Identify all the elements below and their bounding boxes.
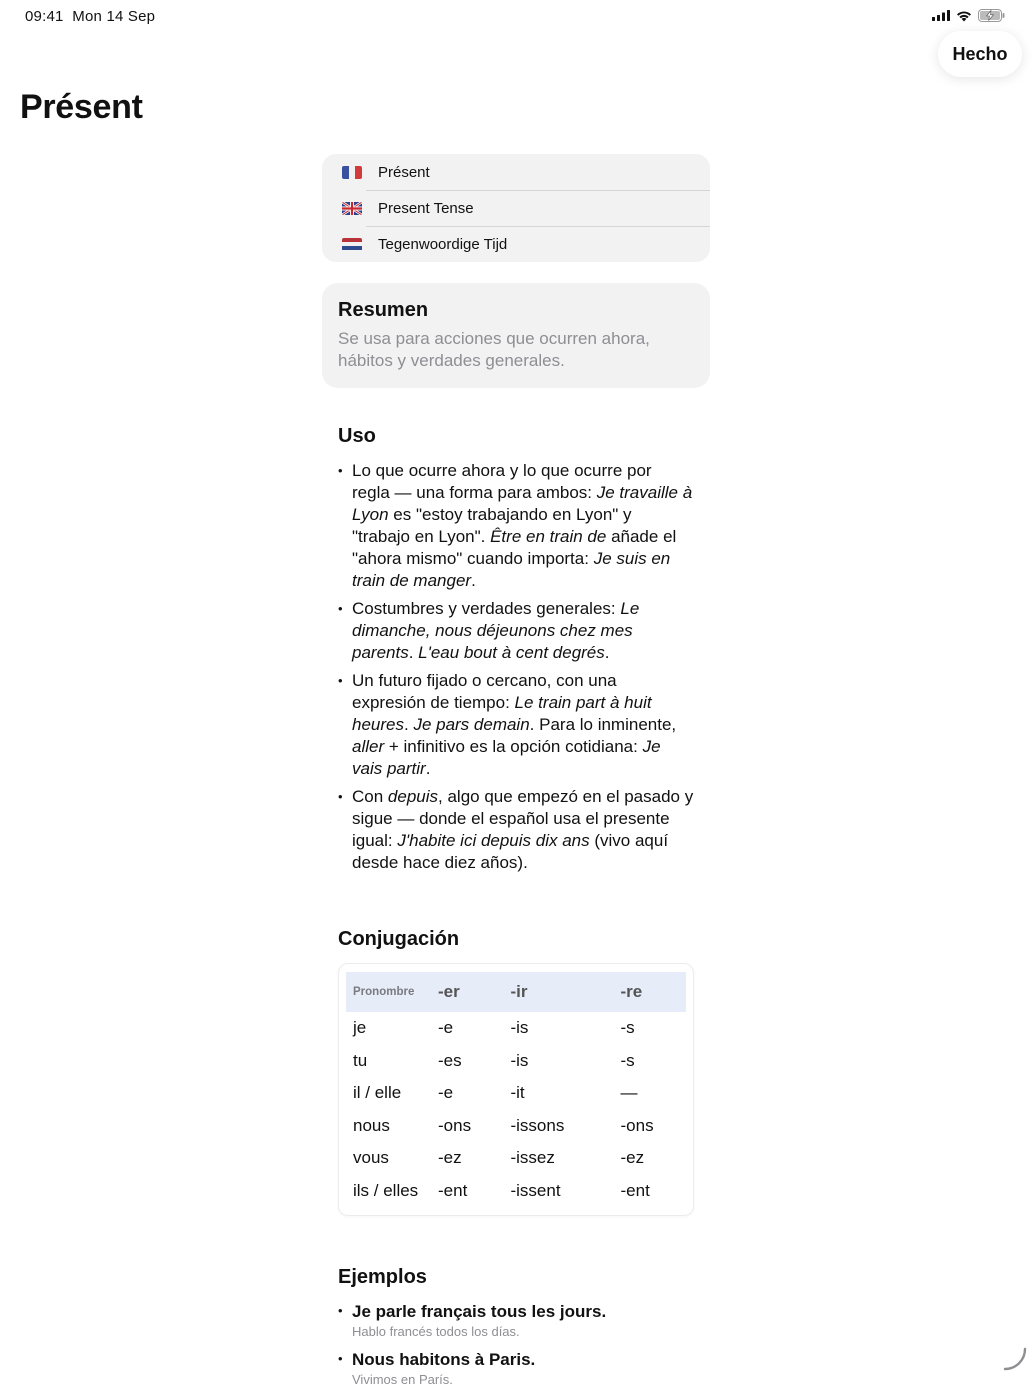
ending-cell: -issent xyxy=(510,1180,561,1200)
ending-cell: — xyxy=(620,1083,638,1103)
ending-cell: -issez xyxy=(510,1148,555,1168)
language-row-dutch[interactable] xyxy=(322,226,710,262)
language-label: Tegenwoordige Tijd xyxy=(378,235,508,253)
date: Mon 14 Sep xyxy=(72,8,156,25)
done-button[interactable]: Hecho xyxy=(938,31,1022,77)
language-label: Présent xyxy=(378,163,430,181)
resize-handle-icon[interactable] xyxy=(1002,1346,1028,1372)
example-french: • Je parle français tous les jours. xyxy=(352,1302,607,1321)
usage-text: . xyxy=(471,571,476,590)
pronoun-cell: je xyxy=(353,1018,367,1038)
pronoun-cell: tu xyxy=(353,1050,368,1070)
conjugation-section xyxy=(322,928,710,1216)
usage-text: + infinitivo es la opción cotidiana: xyxy=(384,737,643,756)
french-example-text: Être en train de xyxy=(490,527,607,546)
ending-cell: -ons xyxy=(620,1115,654,1135)
usage-text: Con xyxy=(352,787,388,806)
table-row xyxy=(346,1142,686,1175)
usage-section xyxy=(322,425,710,874)
ending-cell: -is xyxy=(510,1018,529,1038)
usage-item xyxy=(338,460,694,592)
wifi-icon xyxy=(956,10,972,22)
status-time xyxy=(25,8,155,25)
pronoun-cell: il / elle xyxy=(353,1083,402,1103)
language-list xyxy=(322,154,710,262)
french-example-text: Je pars demain xyxy=(413,715,530,734)
french-example-text: Je travaille à Lyon xyxy=(352,483,693,524)
usage-list xyxy=(338,460,694,874)
ending-cell: -it xyxy=(510,1083,525,1103)
summary-text: Se usa para acciones que ocurren ahora, hábitos y verdades generales. xyxy=(338,329,650,370)
example-translation: Hablo francés todos los días. xyxy=(352,1324,520,1339)
usage-item xyxy=(338,598,694,664)
usage-text: (vivo aquí desde hace diez años). xyxy=(352,831,669,872)
french-example-text: depuis xyxy=(387,787,439,806)
ending-cell: -s xyxy=(620,1050,635,1070)
usage-text: añade el "ahora mismo" cuando importa: xyxy=(352,527,677,568)
battery-charging-icon xyxy=(978,9,1006,22)
pronoun-cell: ils / elles xyxy=(353,1180,419,1200)
conjugation-table xyxy=(346,972,686,1207)
usage-text: Costumbres y verdades generales: xyxy=(352,599,621,618)
ending-cell: -is xyxy=(510,1050,529,1070)
usage-title: Uso xyxy=(338,425,376,447)
clock: 09:41 xyxy=(25,8,64,25)
table-row xyxy=(346,1077,686,1110)
table-header-row xyxy=(346,972,686,1012)
usage-text: . xyxy=(425,759,431,778)
example-french: • Nous habitons à Paris. xyxy=(352,1350,536,1369)
ending-cell: -e xyxy=(438,1083,454,1103)
pronoun-cell: vous xyxy=(353,1148,389,1168)
usage-text: . Para lo inminente, xyxy=(529,715,677,734)
usage-text: . xyxy=(604,643,610,662)
french-flag-icon xyxy=(342,166,362,179)
header-re: -re xyxy=(614,972,686,1012)
example-translation: Vivimos en París. xyxy=(352,1372,453,1387)
header-er: -er xyxy=(431,972,503,1012)
cellular-signal-icon xyxy=(932,10,950,21)
summary-card xyxy=(322,283,710,388)
ending-cell: -ez xyxy=(620,1148,645,1168)
usage-text: . xyxy=(403,715,414,734)
pronoun-cell: nous xyxy=(353,1115,390,1135)
ending-cell: -ent xyxy=(620,1180,650,1200)
ending-cell: -e xyxy=(438,1018,454,1038)
usage-text: Lo que ocurre ahora y lo que ocurre por regla — una forma para ambos: xyxy=(352,461,652,502)
ending-cell: -ent xyxy=(438,1180,468,1200)
header-pronoun: Pronombre xyxy=(346,972,431,1012)
usage-text: . xyxy=(408,643,419,662)
usage-item xyxy=(338,670,694,780)
header-ir: -ir xyxy=(503,972,613,1012)
language-row-english[interactable] xyxy=(322,190,710,226)
usage-text: Un futuro fijado o cercano, con una expresión de tiempo: xyxy=(352,671,617,712)
table-row xyxy=(346,1012,686,1045)
usage-text: es "estoy trabajando en Lyon" y "trabajo en Lyon". xyxy=(352,505,632,546)
language-row-french[interactable] xyxy=(322,154,710,190)
example-item xyxy=(338,1301,694,1341)
ending-cell: -ez xyxy=(438,1148,462,1168)
language-label: Present Tense xyxy=(378,199,474,217)
ending-cell: -s xyxy=(620,1018,635,1038)
table-row xyxy=(346,1110,686,1143)
dutch-flag-icon xyxy=(342,238,362,251)
usage-item xyxy=(338,786,694,874)
french-example-text: L'eau bout à cent degrés xyxy=(418,643,605,662)
examples-title: Ejemplos xyxy=(338,1266,427,1288)
conjugation-table-card xyxy=(338,963,694,1216)
french-example-text: J'habite ici depuis dix ans xyxy=(397,831,590,850)
usage-text: , algo que empezó en el pasado y sigue — donde el español usa el presente igual: xyxy=(352,787,694,850)
french-example-text: Je suis en train de manger xyxy=(352,549,671,590)
summary-title: Resumen xyxy=(338,299,429,321)
ending-cell: -issons xyxy=(510,1115,565,1135)
table-row xyxy=(346,1175,686,1208)
content-column xyxy=(322,154,710,1397)
french-example-text: Je vais partir xyxy=(352,737,661,778)
page-title: Présent xyxy=(20,88,143,126)
status-bar xyxy=(0,0,1032,34)
french-example-text: aller xyxy=(352,737,385,756)
table-row xyxy=(346,1045,686,1078)
ending-cell: -ons xyxy=(438,1115,472,1135)
ending-cell: -es xyxy=(438,1050,462,1070)
example-item xyxy=(338,1349,694,1389)
status-icons xyxy=(932,9,1006,22)
examples-section xyxy=(322,1266,710,1389)
french-example-text: Le train part à huit heures xyxy=(352,693,652,734)
uk-flag-icon xyxy=(342,202,362,215)
french-example-text: Le dimanche, nous déjeunons chez mes parents xyxy=(352,599,640,662)
conjugation-title: Conjugación xyxy=(338,928,460,950)
